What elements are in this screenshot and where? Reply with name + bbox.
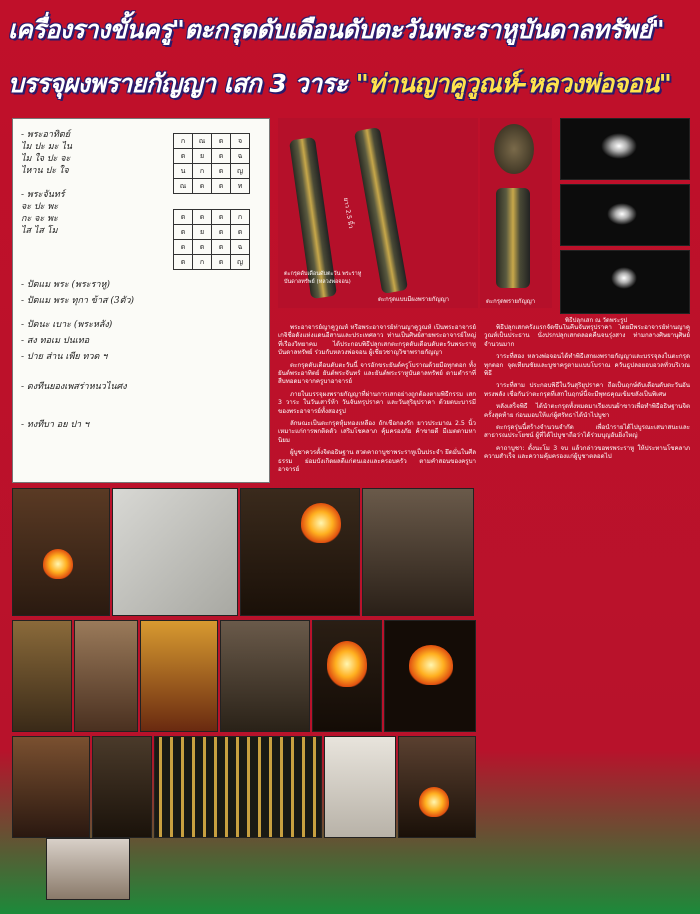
handwritten-line: ไหาน ปะ ใจ [21, 166, 69, 176]
ritual-fire [327, 641, 367, 687]
fire-pot-photo [312, 620, 382, 732]
light-glow [611, 267, 637, 289]
monk-portrait-photo [46, 838, 130, 900]
title-line-1: เครื่องรางขั้นครู"ตะกรุดดับเดือนดับตะวันพระราหูบันดาลทรัพย์" [8, 15, 665, 44]
candle-light [43, 549, 73, 579]
night-photo-3 [560, 250, 690, 314]
article-paragraph: คาถาบูชา: ตั้งนะโม 3 จบ แล้วกล่าวขอพรพระราหู ให้ประทานโชคลาภ ความสำเร็จ และความคุ้มครองแก่ผู้บูชาตลอดไป [484, 444, 690, 461]
light-glow [607, 203, 637, 225]
article-paragraph: ลักษณะเป็นตะกรุดหุ้มทองเหลือง ถักเชือกลงรัก ยาวประมาณ 2.5 นิ้ว เหมาะแก่การพกติดตัว เสริมโชคลาภ คุ้มครองภัย ค้าขายดี มีเมตตามหานิยม [278, 420, 476, 444]
yantra-cell: ต [212, 255, 231, 270]
handwritten-line: กะ จะ พะ [21, 214, 58, 224]
yantra-cell: จ [231, 134, 250, 149]
blessing-smoke-photo [398, 736, 476, 838]
yantra-cell: ก [193, 255, 212, 270]
title-line-2-prefix: บรรจุผงพรายกัญญา เสก 3 วาระ [8, 69, 348, 98]
article-paragraph: ผู้บูชาควรตั้งจิตอธิษฐาน สวดคาถาบูชาพระราหูเป็นประจำ ยึดมั่นในศีลธรรม ย่อมบังเกิดผลดีแก่ตนเองและครอบครัว ตามคำสอนของครูบาอาจารย์ [278, 449, 476, 474]
offering-bowls-photo [240, 488, 360, 616]
yantra-cell: ต [174, 210, 193, 225]
takrut-on-cloth-photo [324, 736, 396, 838]
ritual-fire [409, 645, 453, 685]
article-column-2 [484, 324, 690, 876]
handwritten-line: - ปาย ส่าน เพีย ทวด ฯ [21, 352, 108, 362]
handwritten-line: - สง ทอเม ปนเทอ [21, 336, 90, 346]
yantra-cell: ย [193, 225, 212, 240]
handwritten-line: - ปัดนะ เบาะ (พระหลัง) [21, 320, 113, 330]
yantra-cell: ด [193, 210, 212, 225]
yantra-cell: ต [212, 149, 231, 164]
handwritten-line: จะ ปะ พะ [21, 202, 59, 212]
smoke-ceremony-photo [362, 488, 474, 616]
yantra-cell: ก [174, 134, 193, 149]
fire-bowl-photo [384, 620, 476, 732]
yantra-cell: ต [231, 225, 250, 240]
handwritten-line: - พระอาทิตย์ [21, 130, 71, 140]
handwritten-line: - ทงทีบา อย ปา ฯ [21, 420, 90, 430]
article-paragraph: พิธีปลุกเสกครั้งแรกจัดขึ้นในคืนจันทรุปราคา โดยมีพระอาจารย์ท่านญาคูวูณห์เป็นประธาน นั่งปรกปลุกเสกตลอดคืนจนรุ่งสาง ท่ามกลางศิษยานุศิษย์จำนวนมาก [484, 324, 690, 348]
yantra-cell: ต [212, 225, 231, 240]
yantra-cell: ต [212, 179, 231, 194]
night-photo-2 [560, 184, 690, 246]
night-photo-1 [560, 118, 690, 180]
small-items-caption: ตะกรุดพรายกัญญา [486, 298, 536, 305]
yantra-cell: ต [174, 149, 193, 164]
handwritten-line: ไม ปะ มะ ไน [21, 142, 73, 152]
yantra-grid-moon [173, 209, 250, 270]
handwritten-line: ไม ใจ ปะ จะ [21, 154, 71, 164]
length-label: ยาว 2.5 นิ้ว [341, 197, 355, 230]
article-column-1 [278, 324, 476, 482]
ceremony-photo-b [74, 620, 138, 732]
yantra-cell: ก [193, 164, 212, 179]
yantra-cell: ณ [193, 134, 212, 149]
ceremony-photo-a [12, 620, 72, 732]
flower-offering-photo [140, 620, 218, 732]
takrut-top-view [494, 124, 534, 174]
buddha-statue-photo [220, 620, 310, 732]
article-paragraph: ภายในบรรจุผงพรายกัญญาที่ผ่านการเสกอย่างถูกต้องตามพิธีกรรม เสก 3 วาระ ในวันเสาร์ห้า วันจันทรุปราคา และวันสุริยุปราคา ด้วยตบะบารมีของพระอาจารย์ทั้งสองรูป [278, 390, 476, 415]
yantra-cell: ญ [231, 255, 250, 270]
monk-ceremony-photo [12, 736, 90, 838]
handwritten-line: - ปัตแม พระ (พระราหู) [21, 280, 110, 290]
title-line-2 [8, 64, 692, 104]
ritual-fire [301, 503, 341, 543]
yantra-cell: ต [212, 210, 231, 225]
article-paragraph: วาระที่สอง หลวงพ่อจอนได้ทำพิธีเสกผงพรายกัญญาและบรรจุลงในตะกรุดทุกดอก จุดเทียนชัยและบูชาครูตามแบบโบราณ ควันธูปลอยอบอวลทั่วบริเวณพิธี [484, 353, 690, 378]
yantra-cell: ด [193, 179, 212, 194]
night-photos-caption: พิธีปลุกเสก ณ วัดพระรูป [565, 317, 628, 324]
yantra-cell: ย [193, 149, 212, 164]
handwritten-line: - ปัตแม พระ ทุกา ข้าส (3ตัว) [21, 296, 135, 306]
handwritten-yantra-notes [12, 118, 270, 483]
tube-photo-panel [278, 118, 478, 308]
title-line-2-highlight: "ท่านญาคูวูณห์-หลวงพ่อจอน" [355, 69, 672, 98]
yantra-cell: ด [174, 240, 193, 255]
handwritten-line: - ดงทีนยองเพสร่าหนวไนศง [21, 382, 127, 392]
yantra-cell: ณ [174, 179, 193, 194]
yantra-grid-sun [173, 133, 250, 194]
yantra-cell: ต [212, 240, 231, 255]
handwritten-line: - พระจันทร์ [21, 190, 65, 200]
yantra-cell: ต [174, 255, 193, 270]
tube-left-caption: ตะกรุดดับเดือนดับตะวัน พระราหูบันดาลทรัพย์ (หลวงพ่อจอน) [284, 271, 362, 285]
takrut-pile-photo [92, 736, 152, 838]
article-paragraph: พระอาจารย์ญาคูวูณห์ หรือพระอาจารย์ท่านญาคูวูณห์ เป็นพระอาจารย์เกจิชื่อดังแห่งแดนอีสานและประเทศลาว ท่านเป็นศิษย์สายพระอาจารย์ใหญ่ที่เรืองวิทยาคม ได้ประกอบพิธีปลุกเสกตะกรุดดับเดือนดับตะวันพระราหูบันดาลทรัพย์ ร่วมกับหลวงพ่อจอน ผู้เชี่ยวชาญวิชาพรายกัญญา [278, 324, 476, 357]
light-glow [601, 133, 637, 159]
takrut-tube-right [354, 127, 408, 294]
article-paragraph: วาระที่สาม ประกอบพิธีในวันสุริยุปราคา ถือเป็นฤกษ์ดับเดือนดับตะวันอันทรงพลัง เชื่อกันว่าตะกรุดที่เสกในฤกษ์นี้จะมีพุทธคุณเข้มขลังเป็นพิเศษ [484, 382, 690, 398]
yantra-cell: ก [231, 210, 250, 225]
yantra-cell: ต [193, 240, 212, 255]
yantra-cell: ญ [231, 164, 250, 179]
small-takrut-photo [480, 118, 552, 308]
altar-photo [12, 488, 110, 616]
yantra-cell: ต [212, 134, 231, 149]
article-paragraph: หลังเสร็จพิธี ได้นำตะกรุดทั้งหมดมาเรียงบนผ้าขาวเพื่อทำพิธีอธิษฐานจิตครั้งสุดท้าย ก่อนมอบให้แก่ผู้ศรัทธาได้นำไปบูชา [484, 403, 690, 419]
yantra-cell: ต [212, 164, 231, 179]
takrut-rows-photo [154, 736, 322, 838]
article-paragraph: ตะกรุดรุ่นนี้สร้างจำนวนจำกัด เพื่อนำรายได้ไปบูรณะเสนาสนะและสาธารณประโยชน์ ผู้ที่ได้ไปบูชาถือว่าได้ร่วมบุญอันยิ่งใหญ่ [484, 424, 690, 440]
yantra-cell: ฉ [231, 149, 250, 164]
yantra-cell: น [174, 164, 193, 179]
article-paragraph: ตะกรุดดับเดือนดับตะวันนี้ จารอักขระยันต์ครูโบราณด้วยมือทุกดอก ทั้งยันต์พระอาทิตย์ ยันต์พระจันทร์ และยันต์พระราหูบันดาลทรัพย์ ตามตำราที่สืบทอดมาจากครูบาอาจารย์ [278, 361, 476, 386]
candle-light [419, 787, 449, 817]
tube-right-caption: ตะกรุดแบบมีผงพรายกัญญา [378, 296, 450, 303]
takrut-side-view [496, 188, 530, 288]
white-cloth-photo [112, 488, 238, 616]
yantra-cell: ต [174, 225, 193, 240]
yantra-cell: ท [231, 179, 250, 194]
yantra-cell: ฉ [231, 240, 250, 255]
handwritten-line: ไส ไส โม [21, 226, 58, 236]
